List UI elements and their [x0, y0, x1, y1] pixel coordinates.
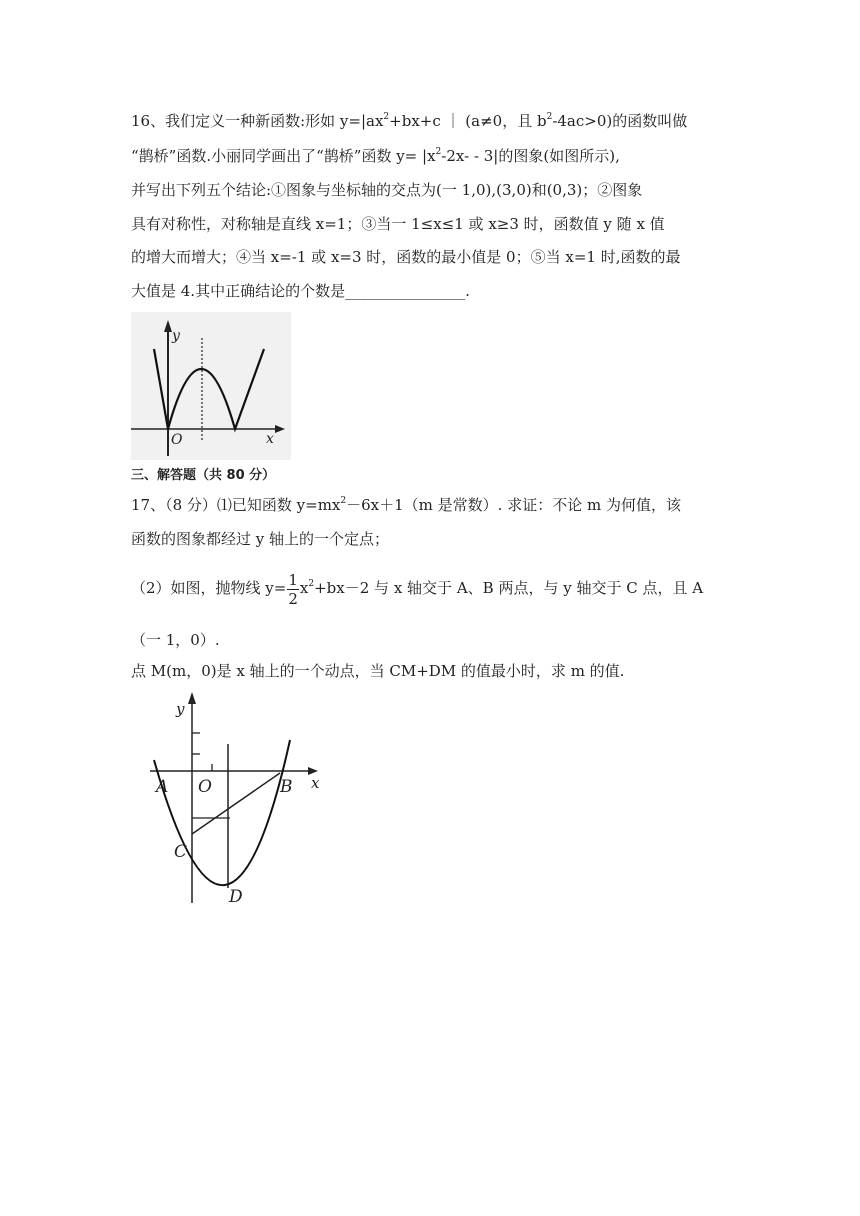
y-axis-arrow-icon: [188, 692, 196, 704]
q16-text: -2x- - 3|的图象(如图所示),: [441, 147, 620, 165]
q17-text: －6x＋1（m 是常数）. 求证：不论 m 为何值，该: [346, 496, 681, 514]
q17-part2-line: [131, 569, 703, 608]
y-axis-label: y: [176, 700, 185, 718]
superscript: 2: [383, 112, 390, 122]
point-c-label: C: [174, 842, 188, 862]
q16-text: +bx+c ｜ (a≠0，且 b: [389, 112, 547, 130]
section-heading: 三、解答题（共 80 分）: [131, 468, 276, 483]
q17-line-2: 函数的图象都经过 y 轴上的一个定点；: [131, 530, 390, 548]
superscript: 2: [340, 496, 347, 506]
q17-text: x: [299, 579, 309, 597]
x-axis-label: x: [311, 774, 320, 792]
q17-text: 17、（8 分）⑴已知函数 y=mx: [131, 496, 341, 514]
q16-figure: [131, 312, 291, 460]
x-axis-label: x: [266, 431, 274, 447]
fraction-numerator: 1: [288, 570, 298, 589]
q16-line-2: [131, 146, 620, 166]
q16-line-1: [131, 111, 687, 131]
origin-label: O: [171, 432, 183, 448]
q16-line-3: 并写出下列五个结论:①图象与坐标轴的交点为(一 1,0),(3,0)和(0,3)；②图象: [131, 181, 643, 199]
q17-text: （2）如图，抛物线 y=: [131, 579, 287, 597]
point-d-label: D: [229, 887, 243, 907]
fraction-denominator: 2: [288, 589, 298, 608]
q16-text: “鹊桥”函数.小丽同学画出了“鹊桥”函数 y= |x: [131, 147, 436, 165]
q16-line-6: 大值是 4.其中正确结论的个数是________________.: [131, 282, 470, 300]
q16-line-5: 的增大而增大；④当 x=-1 或 x=3 时，函数的最小值是 0；⑤当 x=1 时,函数的最: [131, 248, 681, 266]
q16-text: 16、我们定义一种新函数:形如 y=|ax: [131, 112, 384, 130]
q17-text: +bx－2 与 x 轴交于 A、B 两点，与 y 轴交于 C 点，且 A: [314, 579, 704, 597]
q17-line-4: （一 1，0）.: [131, 631, 220, 649]
y-axis-label: y: [172, 328, 180, 344]
q17-line-1: [131, 495, 681, 515]
fraction-one-half: [287, 571, 299, 608]
superscript: 2: [546, 112, 553, 122]
q17-line-5: 点 M(m，0)是 x 轴上的一个动点，当 CM+DM 的值最小时，求 m 的值.: [131, 662, 625, 680]
superscript: 2: [308, 579, 315, 589]
q16-text: -4ac>0)的函数叫做: [552, 112, 688, 130]
point-b-label: B: [280, 777, 293, 797]
q16-line-4: 具有对称性，对称轴是直线 x=1；③当一 1≤x≤1 或 x≥3 时，函数值 y 随 x 值: [131, 215, 665, 233]
q17-figure: [140, 688, 340, 910]
superscript: 2: [435, 147, 442, 157]
origin-label: O: [198, 777, 212, 797]
point-a-label: A: [156, 777, 169, 797]
